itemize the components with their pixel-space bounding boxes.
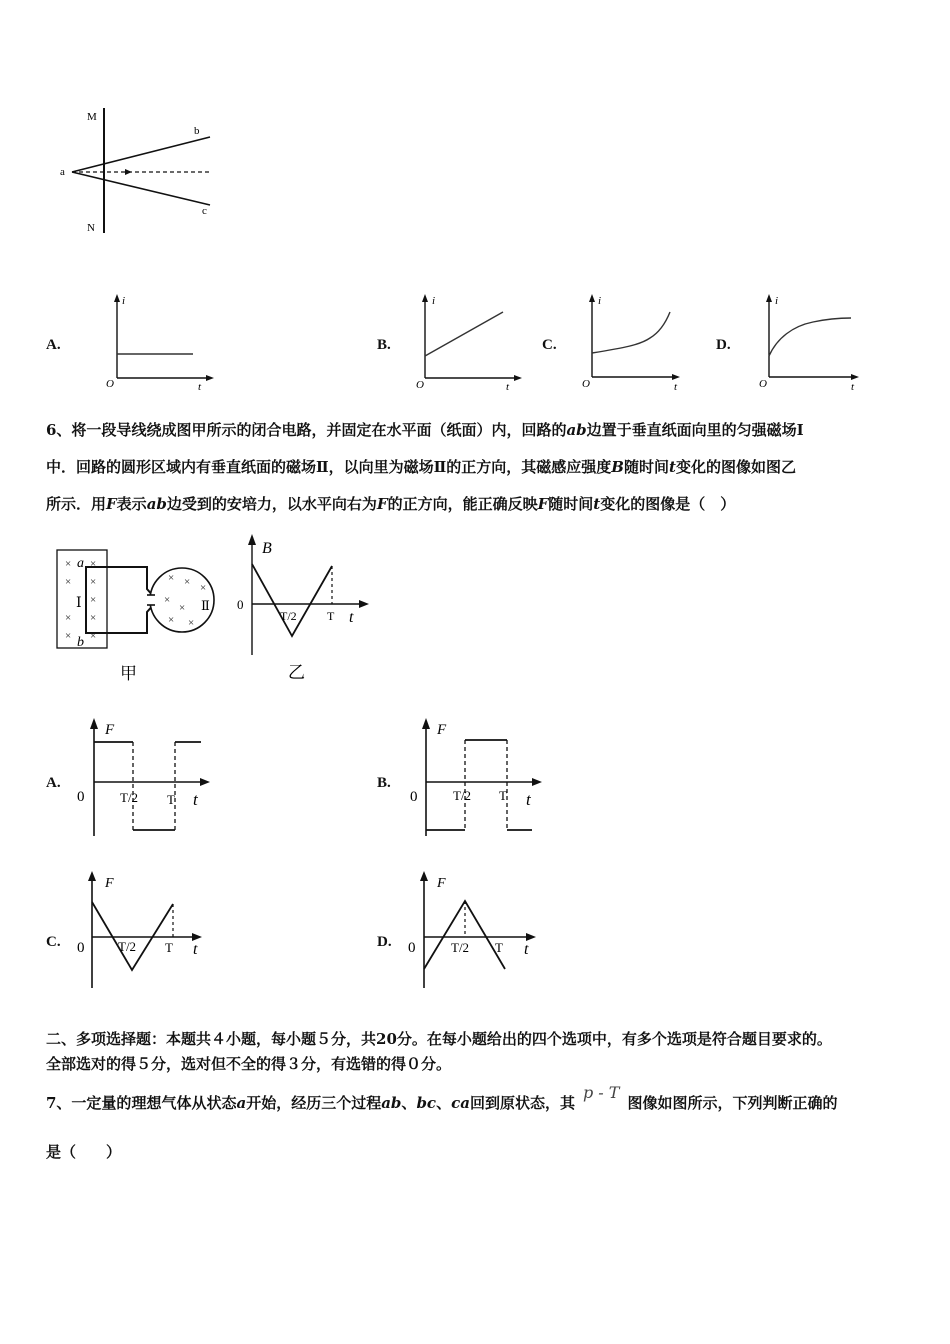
arrow-head	[125, 169, 132, 175]
f-curve	[424, 901, 505, 969]
svg-text:T: T	[499, 788, 507, 803]
svg-text:i: i	[775, 295, 779, 307]
svg-text:b: b	[77, 635, 84, 650]
svg-text:×: ×	[90, 612, 97, 624]
section2-heading-line-1: 二、多项选择题：本题共４小题，每小题５分，共20分。在每小题给出的四个选项中，有多个选项是符合题目要求的。	[46, 1030, 832, 1048]
svg-text:t: t	[674, 381, 678, 393]
ab-line	[72, 137, 210, 172]
label-a: a	[60, 166, 65, 178]
svg-text:Ⅰ: Ⅰ	[76, 596, 82, 611]
q5-option-b-label[interactable]: B.	[377, 337, 391, 353]
curve-linear	[425, 312, 503, 356]
svg-text:t: t	[526, 790, 531, 809]
svg-text:×: ×	[65, 576, 72, 588]
q5-figure	[50, 105, 225, 240]
svg-text:×: ×	[90, 594, 97, 606]
svg-text:T/2: T/2	[120, 790, 139, 805]
b-curve	[252, 564, 332, 636]
label-n: N	[87, 222, 95, 234]
q5-graph-a[interactable]	[100, 290, 220, 395]
svg-text:i: i	[598, 295, 602, 307]
q5-graph-b[interactable]	[410, 290, 530, 395]
svg-text:T: T	[165, 940, 173, 955]
svg-text:t: t	[851, 381, 855, 393]
ac-line	[72, 172, 210, 205]
svg-text:i: i	[122, 295, 126, 307]
q6-graph-d[interactable]	[404, 868, 544, 993]
q6-option-d-label[interactable]: D.	[377, 934, 392, 950]
svg-text:B: B	[262, 540, 272, 557]
svg-text:×: ×	[65, 612, 72, 624]
svg-text:×: ×	[188, 617, 195, 629]
svg-text:i: i	[432, 295, 436, 307]
svg-text:t: t	[193, 790, 198, 809]
q5-option-d-label[interactable]: D.	[716, 337, 731, 353]
svg-text:F: F	[437, 722, 447, 738]
label-b: b	[194, 125, 200, 137]
svg-text:t: t	[349, 609, 354, 626]
svg-text:T: T	[167, 792, 175, 807]
q6-graph-b[interactable]	[404, 712, 554, 842]
svg-text:F: F	[105, 876, 114, 891]
label-c: c	[202, 205, 207, 217]
svg-text:Ⅱ: Ⅱ	[201, 598, 210, 613]
svg-text:0: 0	[410, 789, 418, 805]
svg-text:×: ×	[65, 630, 72, 642]
svg-text:甲: 甲	[120, 664, 137, 683]
q6-graph-a[interactable]	[72, 712, 222, 842]
q5-option-a-label[interactable]: A.	[46, 337, 61, 353]
curve-saturating	[769, 318, 851, 356]
q6-line-1: 6、将一段导线绕成图甲所示的闭合电路，并固定在水平面（纸面）内，回路的ab边置于垂直纸面向里的匀强磁场Ⅰ	[46, 421, 804, 439]
svg-text:O: O	[582, 378, 590, 390]
q6-line-3: 所示．用F表示ab边受到的安培力，以水平向右为F的正方向，能正确反映F随时间t变化的图像是（ ）	[46, 495, 736, 513]
svg-text:乙: 乙	[288, 663, 305, 682]
svg-text:T: T	[495, 940, 503, 955]
svg-text:×: ×	[184, 576, 191, 588]
figure-jia	[52, 545, 232, 685]
svg-text:O: O	[759, 378, 767, 390]
svg-text:0: 0	[77, 940, 85, 956]
section2-heading-line-2: 全部选对的得５分，选对但不全的得３分，有选错的得０分。	[46, 1055, 452, 1073]
q5-graph-c[interactable]	[578, 290, 688, 395]
svg-text:T/2: T/2	[453, 788, 472, 803]
q6-graph-c[interactable]	[72, 868, 212, 993]
circuit-wire	[86, 567, 155, 633]
svg-text:×: ×	[90, 558, 97, 570]
svg-text:0: 0	[77, 789, 85, 805]
svg-text:F: F	[105, 722, 115, 738]
svg-text:t: t	[198, 381, 202, 393]
svg-text:0: 0	[408, 940, 416, 956]
svg-text:0: 0	[237, 597, 244, 612]
svg-text:×: ×	[90, 630, 97, 642]
q5-graph-d[interactable]	[755, 290, 870, 395]
svg-text:T/2: T/2	[118, 939, 137, 954]
svg-text:T: T	[327, 609, 335, 623]
svg-text:O: O	[416, 379, 424, 391]
f-curve	[92, 902, 173, 970]
svg-text:t: t	[193, 941, 198, 958]
label-m: M	[87, 111, 97, 123]
svg-text:t: t	[506, 381, 510, 393]
svg-text:×: ×	[179, 602, 186, 614]
svg-text:F: F	[437, 876, 446, 891]
q7-line-2: 是（ ）	[46, 1143, 122, 1161]
q7-line-1: 7、一定量的理想气体从状态a开始，经历三个过程ab、bc、ca回到原状态，其p - T图像如图所示，下列判断正确的	[46, 1083, 838, 1112]
svg-text:t: t	[524, 941, 529, 958]
q6-option-b-label[interactable]: B.	[377, 775, 391, 791]
q6-line-2: 中．回路的圆形区域内有垂直纸面的磁场Ⅱ，以向里为磁场Ⅱ的正方向，其磁感应强度B随时间t变化的图像如图乙	[46, 458, 796, 476]
svg-text:O: O	[106, 378, 114, 390]
svg-text:×: ×	[200, 582, 207, 594]
q5-option-c-label[interactable]: C.	[542, 337, 557, 353]
svg-text:×: ×	[65, 558, 72, 570]
svg-text:×: ×	[168, 572, 175, 584]
pt-formula: p - T	[582, 1083, 620, 1102]
svg-text:×: ×	[90, 576, 97, 588]
svg-text:T/2: T/2	[451, 940, 470, 955]
svg-text:a: a	[77, 556, 84, 571]
curve-rising	[592, 312, 670, 353]
svg-text:×: ×	[164, 594, 171, 606]
svg-text:×: ×	[168, 614, 175, 626]
figure-yi	[232, 528, 377, 688]
q6-option-c-label[interactable]: C.	[46, 934, 61, 950]
q6-option-a-label[interactable]: A.	[46, 775, 61, 791]
svg-text:T/2: T/2	[280, 609, 297, 623]
